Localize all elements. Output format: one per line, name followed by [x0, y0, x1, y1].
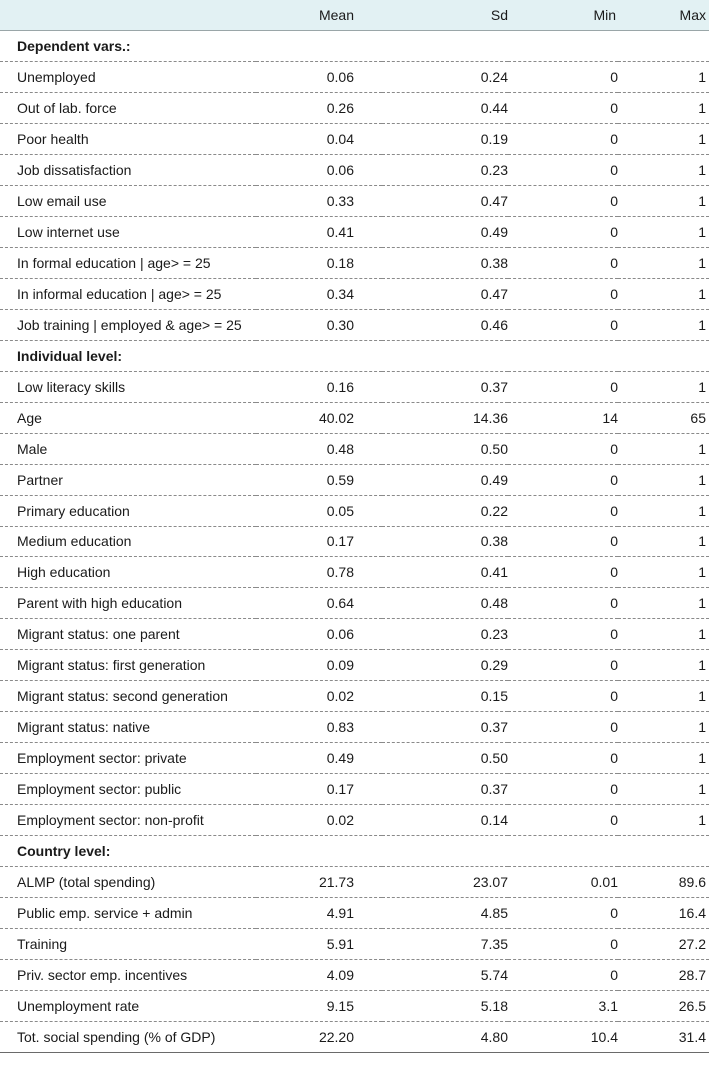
sd-cell: 0.46: [382, 309, 508, 340]
mean-cell: 40.02: [256, 402, 382, 433]
table-row: [0, 278, 709, 309]
max-cell: 1: [618, 123, 709, 154]
sd-cell: 14.36: [382, 402, 508, 433]
row-label: Tot. social spending (% of GDP): [0, 1022, 256, 1053]
row-label: Male: [0, 433, 256, 464]
row-label: Migrant status: first generation: [0, 650, 256, 681]
sd-cell: 4.85: [382, 898, 508, 929]
max-cell: 1: [618, 185, 709, 216]
table-row: [0, 123, 709, 154]
mean-cell: 0.05: [256, 495, 382, 526]
max-cell: 1: [618, 433, 709, 464]
sd-cell: 5.18: [382, 991, 508, 1022]
max-cell: 65: [618, 402, 709, 433]
min-cell: 0: [508, 309, 618, 340]
sd-cell: 0.48: [382, 588, 508, 619]
sd-cell: 0.49: [382, 216, 508, 247]
table-row: [0, 681, 709, 712]
min-cell: 0: [508, 774, 618, 805]
header-mean: Mean: [256, 0, 382, 31]
min-cell: 0.01: [508, 867, 618, 898]
sd-cell: 0.15: [382, 681, 508, 712]
max-cell: 1: [618, 526, 709, 557]
min-cell: 0: [508, 433, 618, 464]
table-row: [0, 464, 709, 495]
empty-cell: [382, 31, 508, 62]
section-header-row: [0, 31, 709, 62]
row-label: Primary education: [0, 495, 256, 526]
table-row: [0, 1022, 709, 1053]
max-cell: 16.4: [618, 898, 709, 929]
row-label: Priv. sector emp. incentives: [0, 960, 256, 991]
min-cell: 14: [508, 402, 618, 433]
sd-cell: 0.50: [382, 743, 508, 774]
table-row: [0, 92, 709, 123]
max-cell: 1: [618, 495, 709, 526]
mean-cell: 4.09: [256, 960, 382, 991]
section-title: Dependent vars.:: [0, 31, 256, 62]
mean-cell: 4.91: [256, 898, 382, 929]
row-label: Unemployed: [0, 61, 256, 92]
min-cell: 0: [508, 712, 618, 743]
row-label: Migrant status: second generation: [0, 681, 256, 712]
header-row: [0, 0, 709, 31]
sd-cell: 0.38: [382, 247, 508, 278]
empty-cell: [382, 340, 508, 371]
sd-cell: 0.47: [382, 278, 508, 309]
min-cell: 10.4: [508, 1022, 618, 1053]
max-cell: 1: [618, 309, 709, 340]
table-row: [0, 805, 709, 836]
sd-cell: 23.07: [382, 867, 508, 898]
row-label: Migrant status: native: [0, 712, 256, 743]
max-cell: 1: [618, 712, 709, 743]
row-label: Low email use: [0, 185, 256, 216]
min-cell: 0: [508, 526, 618, 557]
min-cell: 0: [508, 743, 618, 774]
section-header-row: [0, 836, 709, 867]
min-cell: 0: [508, 464, 618, 495]
table-row: [0, 774, 709, 805]
max-cell: 1: [618, 154, 709, 185]
empty-cell: [256, 31, 382, 62]
table-body: [0, 31, 709, 1053]
min-cell: 0: [508, 681, 618, 712]
row-label: ALMP (total spending): [0, 867, 256, 898]
min-cell: 0: [508, 588, 618, 619]
sd-cell: 0.50: [382, 433, 508, 464]
sd-cell: 0.44: [382, 92, 508, 123]
max-cell: 1: [618, 650, 709, 681]
table-row: [0, 154, 709, 185]
mean-cell: 0.64: [256, 588, 382, 619]
mean-cell: 0.06: [256, 154, 382, 185]
sd-cell: 0.38: [382, 526, 508, 557]
row-label: Job training | employed & age> = 25: [0, 309, 256, 340]
section-title: Individual level:: [0, 340, 256, 371]
table-row: [0, 588, 709, 619]
mean-cell: 0.33: [256, 185, 382, 216]
sd-cell: 0.22: [382, 495, 508, 526]
mean-cell: 0.09: [256, 650, 382, 681]
max-cell: 1: [618, 619, 709, 650]
sd-cell: 0.23: [382, 154, 508, 185]
sd-cell: 0.14: [382, 805, 508, 836]
table-row: [0, 960, 709, 991]
mean-cell: 0.49: [256, 743, 382, 774]
max-cell: 1: [618, 216, 709, 247]
mean-cell: 0.78: [256, 557, 382, 588]
table-row: [0, 867, 709, 898]
mean-cell: 0.34: [256, 278, 382, 309]
table-row: [0, 898, 709, 929]
min-cell: 0: [508, 929, 618, 960]
empty-cell: [382, 836, 508, 867]
row-label: Employment sector: public: [0, 774, 256, 805]
max-cell: 1: [618, 588, 709, 619]
mean-cell: 0.18: [256, 247, 382, 278]
row-label: Employment sector: private: [0, 743, 256, 774]
max-cell: 31.4: [618, 1022, 709, 1053]
max-cell: 26.5: [618, 991, 709, 1022]
table-row: [0, 495, 709, 526]
row-label: Migrant status: one parent: [0, 619, 256, 650]
empty-cell: [618, 31, 709, 62]
row-label: Low internet use: [0, 216, 256, 247]
min-cell: 0: [508, 619, 618, 650]
row-label: Out of lab. force: [0, 92, 256, 123]
mean-cell: 0.59: [256, 464, 382, 495]
header-label: [0, 0, 256, 31]
sd-cell: 0.37: [382, 712, 508, 743]
sd-cell: 0.29: [382, 650, 508, 681]
min-cell: 0: [508, 495, 618, 526]
section-title: Country level:: [0, 836, 256, 867]
row-label: Employment sector: non-profit: [0, 805, 256, 836]
row-label: Age: [0, 402, 256, 433]
max-cell: 1: [618, 743, 709, 774]
empty-cell: [508, 836, 618, 867]
max-cell: 1: [618, 464, 709, 495]
min-cell: 0: [508, 898, 618, 929]
min-cell: 0: [508, 185, 618, 216]
empty-cell: [256, 340, 382, 371]
row-label: Low literacy skills: [0, 371, 256, 402]
row-label: Partner: [0, 464, 256, 495]
section-header-row: [0, 340, 709, 371]
table-row: [0, 557, 709, 588]
sd-cell: 0.49: [382, 464, 508, 495]
sd-cell: 7.35: [382, 929, 508, 960]
sd-cell: 4.80: [382, 1022, 508, 1053]
max-cell: 1: [618, 278, 709, 309]
min-cell: 0: [508, 278, 618, 309]
table-row: [0, 309, 709, 340]
table-row: [0, 929, 709, 960]
row-label: In formal education | age> = 25: [0, 247, 256, 278]
mean-cell: 0.02: [256, 805, 382, 836]
min-cell: 0: [508, 805, 618, 836]
empty-cell: [256, 836, 382, 867]
max-cell: 1: [618, 681, 709, 712]
min-cell: 0: [508, 61, 618, 92]
min-cell: 0: [508, 557, 618, 588]
table-row: [0, 526, 709, 557]
min-cell: 0: [508, 92, 618, 123]
table-row: [0, 743, 709, 774]
table-row: [0, 216, 709, 247]
row-label: Poor health: [0, 123, 256, 154]
max-cell: 27.2: [618, 929, 709, 960]
max-cell: 1: [618, 371, 709, 402]
sd-cell: 0.24: [382, 61, 508, 92]
header-max: Max: [618, 0, 709, 31]
sd-cell: 0.37: [382, 371, 508, 402]
table-row: [0, 712, 709, 743]
mean-cell: 5.91: [256, 929, 382, 960]
mean-cell: 0.26: [256, 92, 382, 123]
mean-cell: 0.30: [256, 309, 382, 340]
row-label: Unemployment rate: [0, 991, 256, 1022]
sd-cell: 0.41: [382, 557, 508, 588]
empty-cell: [508, 31, 618, 62]
mean-cell: 0.04: [256, 123, 382, 154]
min-cell: 3.1: [508, 991, 618, 1022]
max-cell: 1: [618, 557, 709, 588]
table-row: [0, 991, 709, 1022]
table-row: [0, 371, 709, 402]
sd-cell: 0.47: [382, 185, 508, 216]
max-cell: 1: [618, 92, 709, 123]
mean-cell: 0.06: [256, 619, 382, 650]
sd-cell: 0.19: [382, 123, 508, 154]
min-cell: 0: [508, 154, 618, 185]
min-cell: 0: [508, 371, 618, 402]
row-label: Medium education: [0, 526, 256, 557]
sd-cell: 5.74: [382, 960, 508, 991]
row-label: In informal education | age> = 25: [0, 278, 256, 309]
max-cell: 1: [618, 61, 709, 92]
table-row: [0, 61, 709, 92]
sd-cell: 0.23: [382, 619, 508, 650]
row-label: Training: [0, 929, 256, 960]
header-sd: Sd: [382, 0, 508, 31]
min-cell: 0: [508, 247, 618, 278]
row-label: Job dissatisfaction: [0, 154, 256, 185]
sd-cell: 0.37: [382, 774, 508, 805]
min-cell: 0: [508, 960, 618, 991]
row-label: Parent with high education: [0, 588, 256, 619]
max-cell: 89.6: [618, 867, 709, 898]
table-row: [0, 185, 709, 216]
mean-cell: 0.16: [256, 371, 382, 402]
mean-cell: 9.15: [256, 991, 382, 1022]
min-cell: 0: [508, 123, 618, 154]
table-row: [0, 433, 709, 464]
mean-cell: 0.02: [256, 681, 382, 712]
mean-cell: 0.17: [256, 774, 382, 805]
header-min: Min: [508, 0, 618, 31]
table-row: [0, 650, 709, 681]
max-cell: 1: [618, 774, 709, 805]
max-cell: 1: [618, 247, 709, 278]
max-cell: 28.7: [618, 960, 709, 991]
table-row: [0, 619, 709, 650]
mean-cell: 0.83: [256, 712, 382, 743]
min-cell: 0: [508, 650, 618, 681]
mean-cell: 21.73: [256, 867, 382, 898]
empty-cell: [618, 836, 709, 867]
row-label: High education: [0, 557, 256, 588]
max-cell: 1: [618, 805, 709, 836]
table-row: [0, 402, 709, 433]
mean-cell: 0.17: [256, 526, 382, 557]
empty-cell: [508, 340, 618, 371]
table-header: [0, 0, 709, 31]
mean-cell: 0.41: [256, 216, 382, 247]
mean-cell: 0.48: [256, 433, 382, 464]
empty-cell: [618, 340, 709, 371]
mean-cell: 22.20: [256, 1022, 382, 1053]
row-label: Public emp. service + admin: [0, 898, 256, 929]
min-cell: 0: [508, 216, 618, 247]
table-row: [0, 247, 709, 278]
mean-cell: 0.06: [256, 61, 382, 92]
